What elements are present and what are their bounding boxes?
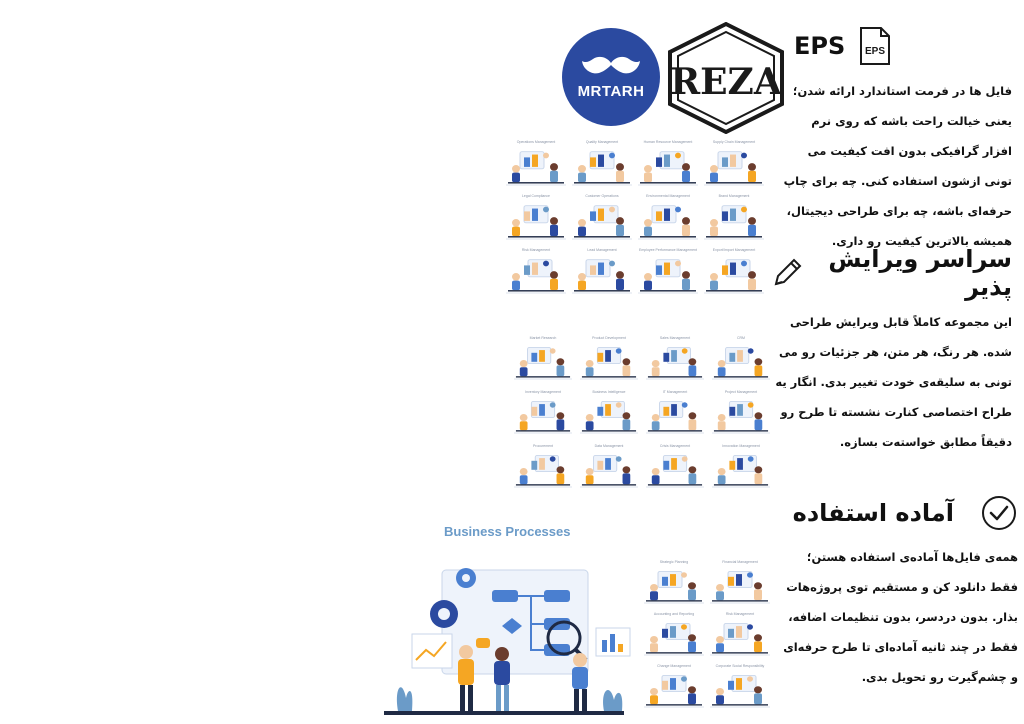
- thumbnail-title: Operations Management: [516, 140, 556, 144]
- thumbnail-title: Quality Management: [585, 140, 619, 144]
- illustration-thumbnail: [580, 444, 638, 488]
- thumbnail-art: [580, 342, 638, 378]
- thumbnail-title: Inventory Management: [525, 390, 561, 394]
- illustration-thumbnail: [704, 248, 764, 294]
- thumbnail-art: [572, 254, 632, 292]
- check-circle-icon: [980, 494, 1018, 532]
- section-ready-paragraph: همه‌ی فایل‌ها آماده‌ی استفاده هستن؛ فقط دانلود کن و مستقیم توی پروژه‌هات بذار. بدون دردسر، بدون تنظیمات اضافه، فقط در چند ثانیه آماده‌ای تا طرح حرفه‌ای و چشم‌گیرت رو تحویل بدی.: [783, 550, 1018, 684]
- section-eps-title: EPS: [794, 32, 846, 60]
- thumbnail-title: Lead Management: [587, 248, 617, 252]
- illustration-thumbnail: [712, 390, 770, 434]
- thumbnail-art: [710, 618, 770, 654]
- thumbnail-title: Financial Management: [722, 560, 758, 564]
- reza-logo-text: REZA: [670, 61, 782, 103]
- illustration-thumbnail: [572, 140, 632, 186]
- thumbnail-art: [572, 200, 632, 238]
- thumbnail-title: Sales Management: [659, 336, 691, 340]
- thumbnail-art: [506, 146, 566, 184]
- mrtarh-logo-text: MRTARH: [577, 82, 645, 100]
- illustration-thumbnail: [644, 612, 704, 656]
- section-editable: [770, 245, 1012, 457]
- illustration-thumbnail: [572, 248, 632, 294]
- illustration-thumbnail: [710, 664, 770, 708]
- thumbnail-art: [704, 146, 764, 184]
- thumbnail-art: [644, 670, 704, 706]
- thumbnail-title: Export/Import Management: [712, 248, 756, 252]
- illustration-thumbnail: [506, 194, 566, 240]
- thumbnail-title: Brand Management: [718, 194, 750, 198]
- thumbnail-art: [704, 200, 764, 238]
- thumbnail-grid-2: [514, 336, 770, 488]
- illustration-thumbnail: [506, 248, 566, 294]
- business-processes-title: Business Processes: [444, 524, 571, 539]
- thumbnail-title: Innovation Management: [722, 444, 760, 448]
- thumbnail-art: [646, 396, 704, 432]
- thumbnail-art: [580, 450, 638, 486]
- thumbnail-title: Product Development: [592, 336, 626, 340]
- illustration-thumbnail: [572, 194, 632, 240]
- eps-file-icon: [857, 26, 893, 66]
- thumbnail-title: Customer Operations: [585, 194, 619, 198]
- thumbnail-title: Business Intelligence: [592, 390, 626, 394]
- thumbnail-grid-1: [506, 140, 764, 294]
- illustration-thumbnail: [712, 336, 770, 380]
- thumbnail-art: [644, 618, 704, 654]
- illustration-thumbnail: [646, 336, 704, 380]
- illustration-thumbnail: [704, 194, 764, 240]
- thumbnail-art: [704, 254, 764, 292]
- thumbnail-title: Strategic Planning: [659, 560, 689, 564]
- illustration-thumbnail: [638, 194, 698, 240]
- thumbnail-art: [644, 566, 704, 602]
- illustration-thumbnail: [506, 140, 566, 186]
- illustration-thumbnail: [704, 140, 764, 186]
- thumbnail-title: Human Resource Management: [643, 140, 693, 144]
- illustration-thumbnail: [710, 612, 770, 656]
- thumbnail-art: [710, 670, 770, 706]
- illustration-thumbnail: [638, 140, 698, 186]
- illustration-thumbnail: [644, 560, 704, 604]
- thumbnail-art: [712, 342, 770, 378]
- business-processes-illustration: [384, 548, 638, 716]
- mrtarh-logo: [562, 28, 660, 126]
- thumbnail-title: IT Management: [662, 390, 688, 394]
- illustration-thumbnail: [580, 336, 638, 380]
- thumbnail-art: [710, 566, 770, 602]
- section-editable-paragraph: این مجموعه کاملاً قابل ویرایش طراحی شده. هر رنگ، هر متن، هر جزئیات رو می تونی به سلیقه‌ی خودت تغییر بدی. انگار یه طراح اختصاصی کنارت نشسته تا طرح رو دقیقاً مطابق خواسته‌ت بسازه.: [775, 315, 1012, 449]
- thumbnail-title: Supply Chain Management: [712, 140, 756, 144]
- thumbnail-title: Legal Compliance: [521, 194, 551, 198]
- thumbnail-title: Environmental Management: [646, 194, 690, 198]
- illustration-thumbnail: [514, 444, 572, 488]
- thumbnail-art: [712, 396, 770, 432]
- thumbnail-title: Market Research: [529, 336, 557, 340]
- illustration-thumbnail: [646, 444, 704, 488]
- thumbnail-art: [646, 342, 704, 378]
- illustration-thumbnail: [514, 390, 572, 434]
- reza-logo: [666, 22, 786, 134]
- thumbnail-art: [580, 396, 638, 432]
- illustration-thumbnail: [712, 444, 770, 488]
- svg-text:EPS: EPS: [865, 46, 886, 57]
- thumbnail-art: [514, 450, 572, 486]
- thumbnail-art: [638, 200, 698, 238]
- thumbnail-art: [646, 450, 704, 486]
- thumbnail-title: Accounting and Reporting: [653, 612, 695, 616]
- thumbnail-title: Risk Management: [725, 612, 755, 616]
- mustache-icon: [581, 55, 641, 77]
- thumbnail-art: [712, 450, 770, 486]
- pencil-icon: [770, 256, 804, 290]
- thumbnail-title: Risk Management: [521, 248, 551, 252]
- illustration-thumbnail: [710, 560, 770, 604]
- thumbnail-title: Crisis Management: [659, 444, 691, 448]
- thumbnail-art: [638, 254, 698, 292]
- thumbnail-grid-3: [644, 560, 770, 708]
- section-ready: [780, 494, 1018, 692]
- thumbnail-art: [638, 146, 698, 184]
- thumbnail-title: Change Management: [657, 664, 691, 668]
- thumbnail-art: [514, 396, 572, 432]
- thumbnail-art: [506, 254, 566, 292]
- section-editable-title: سراسر ویرایش پذیر: [828, 245, 1012, 301]
- section-eps-paragraph: فایل ها در فرمت استاندارد ارائه شدن؛ یعنی خیالت راحت باشه که روی نرم افزار گرافیکی بدون افت کیفیت می تونی ازشون استفاده کنی. چه برای چاپ حرفه‌ای باشه، چه برای طراحی دیجیتال، همیشه بالاترین کیفیت رو داری.: [783, 84, 1012, 248]
- illustration-thumbnail: [514, 336, 572, 380]
- section-ready-title: آماده استفاده: [792, 499, 954, 527]
- section-eps: [780, 26, 1012, 256]
- thumbnail-art: [514, 342, 572, 378]
- thumbnail-title: Corporate Social Responsibility: [715, 664, 765, 668]
- thumbnail-art: [572, 146, 632, 184]
- thumbnail-title: CRM: [737, 336, 745, 340]
- thumbnail-title: Employee Performance Management: [639, 248, 697, 252]
- thumbnail-title: Data Management: [594, 444, 624, 448]
- illustration-thumbnail: [580, 390, 638, 434]
- illustration-thumbnail: [644, 664, 704, 708]
- illustration-thumbnail: [638, 248, 698, 294]
- thumbnail-art: [506, 200, 566, 238]
- thumbnail-title: Procurement: [532, 444, 554, 448]
- thumbnail-title: Project Management: [724, 390, 758, 394]
- illustration-thumbnail: [646, 390, 704, 434]
